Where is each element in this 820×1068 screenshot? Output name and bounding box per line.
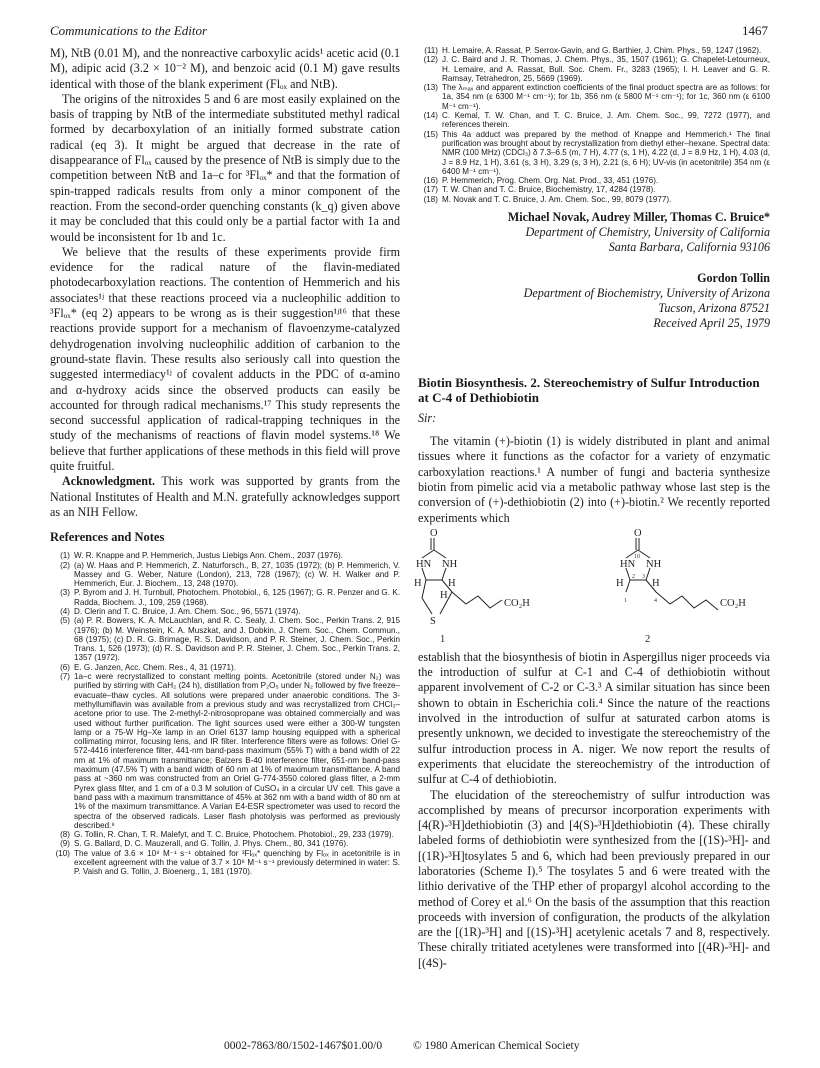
acknowledgment-text: This work was supported by grants from the National Institutes of Health and M.N. gratefully acknowledges support as an NIH Fellow. — [50, 474, 400, 519]
affiliation-line: Department of Biochemistry, University of Arizona — [523, 286, 770, 301]
reference-item: (14) C. Kemal, T. W. Chan, and T. C. Bruice, J. Am. Chem. Soc., 99, 7272 (1977), and references therein. — [423, 111, 770, 130]
salutation: Sir: — [418, 411, 437, 426]
body-paragraph: We believe that the results of these experiments provide firm evidence for the radical nature of the flavin-mediated photodecarboxylation reactions. The contention of Hemmerich and his associates¹ʲ that these reactions proceed via a nucleophilic addition to ³Flₒₓ* (eq 2) appears to be wrong as is their suggestion¹ʲ¹⁶ that these reactions provide support for a mechanism of flavoenzyme-catalyzed dehydrogenation involving nucleophilic addition of carbanion to the ground-state flavin. These results also seriously call into question the suggested intermediacy¹ʲ of covalent adducts in the PDC of α-amino and α-hydroxy acids since the observed products can easily be accounted for through radical mechanisms.¹⁷ This study represents the second successful application of radical-trapping techniques in the study of the mechanisms of reactions of flavin model systems.¹⁸ We believe that further applications of these methods in this field will prove quite fruitful. — [50, 244, 400, 474]
atom-number: 2 — [632, 573, 635, 580]
reference-item: (18) M. Novak and T. C. Bruice, J. Am. Chem. Soc., 99, 8079 (1977). — [423, 194, 672, 204]
chemical-structures — [414, 527, 770, 646]
footer-copyright: © 1980 American Chemical Society — [413, 1040, 580, 1052]
page-number: 1467 — [742, 23, 768, 38]
compound-number: 2 — [645, 633, 651, 645]
article-title: Biotin Biosynthesis. 2. Stereochemistry of Sulfur Introduction at C-4 of Dethiobiotin — [418, 375, 760, 406]
hn-label: HN — [620, 558, 636, 570]
reference-item: (6) E. G. Janzen, Acc. Chem. Res., 4, 31 (1971). — [60, 662, 236, 672]
carboxyl-label: CO₂H — [504, 597, 530, 609]
affiliation-line: Santa Barbara, California 93106 — [608, 240, 770, 255]
body-paragraph: The origins of the nitroxides 5 and 6 are most easily explained on the basis of trapping by NtB of the intermediate substituted methyl radical formed by decarboxylation of an initially formed substrate cation radical (eq 3). It might be argued that decrease in the rate of disappearance of Flₒₓ caused by the presence of NtB is simply due to the competition between NtB and 1a–c for ³Flₒₓ* and that the formation of spin-trapped radicals results from only a minor component of the reaction. From the second-order quenching constants (k_q) given above it may be concluded that this could only be a partial factor with 1a and would be inconsistent for 1b and 1c. — [50, 91, 400, 244]
reference-list-left — [50, 551, 400, 876]
reference-item: (8) G. Tollin, R. Chan, T. R. Malefyt, and T. C. Bruice, Photochem. Photobiol., 29, 233 (1979). — [60, 830, 394, 840]
atom-number: 1 — [624, 597, 627, 604]
reference-item: (2) (a) W. Haas and P. Hemmerich, Z. Naturforsch., B, 27, 1035 (1972); (b) P. Hemmerich, V. Massey and G. Weber, Nature (London), 213, 728 (1967); (c) W. H. Walker and P. Hemmerich, Eur. J. Biochem., 13, 248 (1970). — [60, 560, 400, 589]
reference-item: (17) T. W. Chan and T. C. Bruice, Biochemistry, 17, 4284 (1978). — [423, 185, 656, 195]
left-column — [50, 46, 400, 877]
reference-item: (3) P. Byrom and J. H. Turnbull, Photochem. Photobiol., 6, 125 (1967); G. R. Penzer and G. K. Radda, Biochem. J., 109, 259 (1968). — [60, 588, 400, 607]
h-label: H — [448, 577, 456, 589]
author-names-2: Gordon Tollin — [697, 271, 770, 286]
reference-list-right — [418, 46, 770, 204]
acknowledgment-paragraph — [50, 474, 400, 520]
reference-item: (5) (a) P. R. Bowers, K. A. McLauchlan, and R. C. Sealy, J. Chem. Soc., Perkin Trans. 2, 915 (1976); (b) M. Weinstein, K. A. Muszkat, and J. Dobkin, J. Chem. Soc., Chem. Commun., 68 (1975); (c) D. R. G. Brimage, R. S. Davidson, and P. R. Steiner, J. Chem. Soc., Perkin Trans. 1, 526 (1973); (d) R. S. Davidson and P. R. Steiner, J. Chem. Soc., Perkin Trans. 2, 1357 (1972). — [60, 616, 400, 663]
reference-item: (9) S. G. Ballard, D. C. Mauzerall, and G. Tollin, J. Phys. Chem., 80, 341 (1976). — [60, 839, 349, 849]
footer-code: 0002-7863/80/1502-1467$01.00/0 — [224, 1040, 383, 1052]
structure-diagram — [414, 527, 770, 646]
h-label: H — [414, 577, 422, 589]
reference-item: (16) P. Hemmerich, Prog. Chem. Org. Nat. Prod., 33, 451 (1976). — [423, 176, 659, 186]
atom-number: 10 — [634, 553, 640, 560]
running-header-journal: Communications to the Editor — [50, 23, 208, 38]
hn-label: HN — [416, 558, 432, 570]
acknowledgment-title: Acknowledgment. — [62, 474, 156, 489]
sulfur-label: S — [430, 615, 436, 627]
oxygen-label: O — [430, 527, 438, 539]
right-column — [414, 46, 770, 971]
reference-item: (7) 1a–c were recrystallized to constant melting points. Acetonitrile (stored under N₂) was purified by stirring with CaH₂ (24 h), distillation from P₂O₅ under N₂ followed by five freeze–evacuate–thaw cycles. All solutions were prepared under anaerobic conditions. The 3-methyllumiflavin was available from a previous study and was recrystallized from CHCl₃–acetone prior to use. The 2-methyl-2-nitrosopropane was obtained commercially and was used without further purification. The light sources used were either a 300-W tungsten lamp or a 75-W Hg–Xe lamp in an Oriel 6137 lamp housing equipped with a spherical collimating mirror, focusing lens, and IR filter. Interference filters were as follows: Oriel G-572-4416 interference filter, 441-nm band-pass maximum (55% T) with a band width of 22 nm at 1% of maximum transmittance; Balzers B-40 interference filter, 651-nm band-pass maximum (47.5% T) with a band width of 60 nm at 1% of maximum transmittance. A band pass at ~360 nm was constructed from an Oriel G-774-3550 colored glass filter, a 2-mm Pyrex glass filter, and 1 cm of a 0.3 M solution of CuSO₄ in a circular UV cell. This gave a band pass with a maximum transmittance of 45% at 362 nm with a band width of 80 nm at 1% of the maximum transmittance. A Varian E4-ESR spectrometer was used to record the spectra of the observed radicals. Laser flash photolysis was performed as previously described.⁸ — [60, 672, 400, 830]
body-paragraph: establish that the biosynthesis of biotin in Aspergillus niger proceeds via the introduction of sulfur at C-1 and C-4 of dethiobiotin without apparent involvement of C-2 or C-3.³ A similar situation has since been shown to obtain in Escherichia coli.⁴ Since the nature of the reactions involved in the introduction of sulfur at saturated carbon atoms is presently unknown, we decided to investigate the stereochemistry of the sulfur introduction process in A. niger. We now report the results of experiments that elucidate the stereochemistry of the introduction of sulfur at C-4 of dethiobiotin. — [418, 649, 770, 787]
body-paragraph: M), NtB (0.01 M), and the nonreactive carboxylic acids¹ acetic acid (0.1 M), adipic acid (3.2 × 10⁻² M), and benzoic acid (0.1 M) gave results identical with those of the blank experiment (Flₒₓ and NtB). — [50, 46, 400, 91]
reference-item: (10) The value of 3.6 × 10⁸ M⁻¹ s⁻¹ obtained for ³Flₒₓ* quenching by Flₒₓ in acetonitrile is in excellent agreement with the value of 3.7 × 10⁸ M⁻¹ s⁻¹ previously determined in water: S. P. Vaish and G. Tollin, J. Bioenerg., 1, 181 (1970). — [55, 848, 400, 877]
affiliation-line: Tucson, Arizona 87521 — [658, 301, 770, 316]
reference-item: (4) D. Clerin and T. C. Bruice, J. Am. Chem. Soc., 96, 5571 (1974). — [60, 606, 301, 616]
references-heading: References and Notes — [50, 530, 165, 545]
reference-item: (12) J. C. Baird and J. R. Thomas, J. Chem. Phys., 35, 1507 (1961); G. Chapelet-Letourneux, H. Lemaire, and A. Rassat, Bull. Soc. Chem. Fr., 3283 (1965); I. H. Leaver and G. R. Ramsay, Tetrahedron, 25, 5669 (1969). — [423, 55, 770, 83]
reference-item: (11) H. Lemaire, A. Rassat, P. Serrox-Gavin, and G. Barthier, J. Chim. Phys., 59, 1247 (1962). — [424, 46, 762, 55]
atom-number: 3 — [642, 573, 645, 580]
body-paragraph: The vitamin (+)-biotin (1) is widely distributed in plant and animal tissues where it functions as the cofactor for a variety of enzymatic carboxylation reactions.¹ A number of fungi and bacteria synthesize biotin from pimelic acid via a metabolic pathway whose last step is the conversion of (+)-dethiobiotin (2) into (+)-biotin.² We recently reported experiments which — [418, 434, 770, 525]
h-label: H — [652, 577, 660, 589]
reference-item: (13) The λₘₐₓ and apparent extinction coefficients of the final product spectra are as follows: for 1a, 354 nm (ε 6300 M⁻¹ cm⁻¹); for 1b, 356 nm (ε 5800 M⁻¹ cm⁻¹); for 1c, 360 nm (ε 6100 M⁻¹ cm⁻¹). — [423, 83, 770, 111]
affiliation-line: Department of Chemistry, University of California — [525, 225, 770, 240]
oxygen-label: O — [634, 527, 642, 539]
reference-item: (1) W. R. Knappe and P. Hemmerich, Justus Liebigs Ann. Chem., 2037 (1976). — [60, 551, 343, 561]
reference-item: (15) This 4a adduct was prepared by the method of Knappe and Hemmerich.¹ The final purification was brought about by recrystallization from diethyl ether–hexane. Spectral data: NMR (100 MHz) (CDCl₃) δ 7.3–6.5 (m, 7 H), 4.77 (s, 1 H), 4.22 (d, J = 8.9 Hz, 1 H), 4.03 (d, J = 8.9 Hz, 1 H), 3.61 (s, 3 H), 3.29 (s, 3 H), 2.21 (s, 6 H); UV-vis (in acetonitrile) 354 nm (ε 6400 M⁻¹ cm⁻¹). — [423, 129, 770, 176]
nh-label: NH — [646, 558, 662, 570]
compound-number: 1 — [440, 633, 446, 645]
body-paragraph: The elucidation of the stereochemistry of sulfur introduction was accomplished by means of precursor incorporation experiments with [4(R)-³H]dethiobiotin (3) and [4(S)-³H]dethiobiotin (4). These chirally labeled forms of dethiobiotin were synthesized from the [(1S)-³H]- and [(1R)-³H]tosylates 5 and 6, which had been previously prepared in our laboratories (Scheme I).⁵ The tosylates 5 and 6 were treated with the lithio derivative of the THP ether of propargyl alcohol according to the method of Corey et al.⁶ On the basis of the assumption that this reaction proceeds with inversion of configuration, the products of the alkylation are the [(1R)-³H] and [(1S)-³H] acetylenic acetals 7 and 8, respectively. These chirally tritiated acetylenes were transformed into [(4R)-³H]- and [(4S)- — [418, 787, 770, 970]
carboxyl-label: CO₂H — [720, 597, 746, 609]
h-label: H — [616, 577, 624, 589]
h-label: H — [440, 589, 448, 601]
author-names-1: Michael Novak, Audrey Miller, Thomas C. Bruice* — [507, 210, 770, 225]
nh-label: NH — [442, 558, 458, 570]
received-date: Received April 25, 1979 — [653, 316, 770, 331]
atom-number: 4 — [654, 597, 657, 604]
